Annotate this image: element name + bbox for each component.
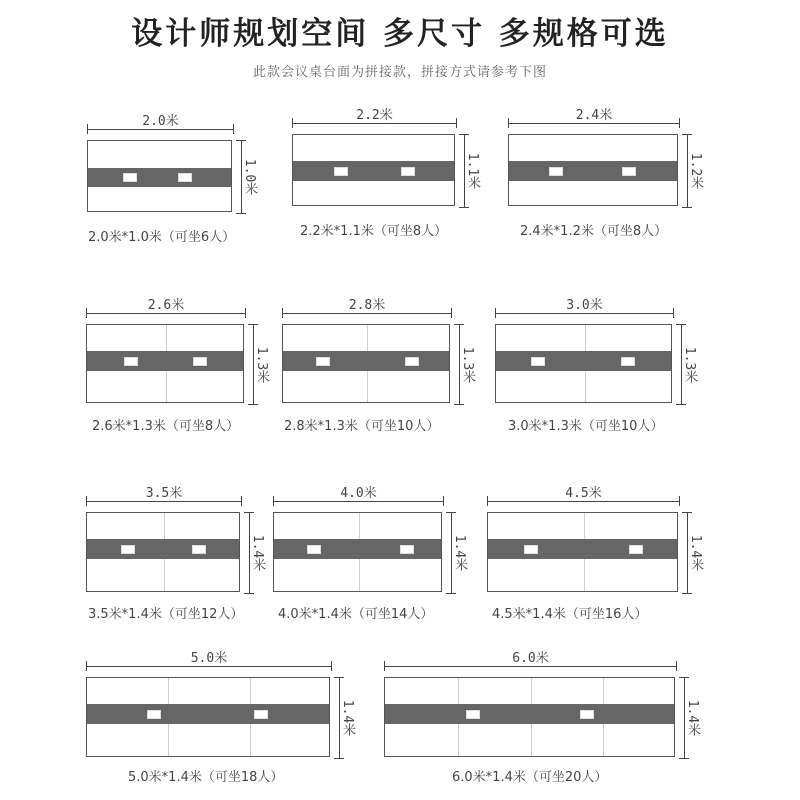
table-top-diagram [86,512,240,592]
width-dimension-line [86,486,242,506]
width-dimension-line [86,298,246,318]
height-label: 1.4米 [340,699,355,737]
power-outlet-icon [334,167,348,176]
table-top-diagram [87,140,232,212]
size-caption: 2.2米*1.1米（可坐8人） [300,224,448,239]
height-dimension-line [679,677,700,759]
size-caption: 4.5米*1.4米（可坐16人） [492,607,648,622]
height-label: 1.1米 [465,152,480,190]
height-dimension-line [248,324,269,405]
power-outlet-icon [524,545,538,554]
height-dimension-line [454,324,475,405]
size-caption: 4.0米*1.4米（可坐14人） [278,607,434,622]
power-outlet-icon [401,167,415,176]
power-outlet-icon [466,710,480,719]
width-dimension-line [292,108,457,128]
table-top-diagram [384,677,675,757]
height-label: 1.4米 [688,534,703,572]
power-outlet-icon [400,545,414,554]
cable-channel-strip [293,161,454,181]
power-outlet-icon [193,357,207,366]
width-label: 2.0米 [142,114,179,129]
power-outlet-icon [316,357,330,366]
height-label: 1.0米 [242,158,257,196]
power-outlet-icon [147,710,161,719]
page-title: 设计师规划空间 多尺寸 多规格可选 [131,16,669,52]
width-label: 4.5米 [565,486,602,501]
power-outlet-icon [178,173,192,182]
page-subtitle: 此款会议桌台面为拼接款，拼接方式请参考下图 [252,65,547,80]
width-label: 2.8米 [348,298,386,313]
width-dimension-line [86,651,332,671]
size-caption: 5.0米*1.4米（可坐18人） [128,770,284,785]
cable-channel-strip [87,539,239,559]
cable-channel-strip [87,351,243,371]
height-label: 1.3米 [254,346,269,383]
power-outlet-icon [622,167,636,176]
height-dimension-line [236,140,257,214]
height-dimension-line [459,134,480,208]
table-top-diagram [487,512,678,592]
cable-channel-strip [274,539,441,559]
height-label: 1.4米 [685,699,700,737]
table-top-diagram [273,512,442,592]
table-top-diagram [86,677,330,757]
power-outlet-icon [123,173,137,182]
power-outlet-icon [549,167,563,176]
cable-channel-strip [283,351,449,371]
power-outlet-icon [254,710,268,719]
height-dimension-line [244,512,265,594]
size-caption: 2.0米*1.0米（可坐6人） [88,230,236,245]
size-caption: 3.0米*1.3米（可坐10人） [508,419,664,434]
cable-channel-strip [87,704,329,724]
cable-channel-strip [496,351,671,371]
height-label: 1.3米 [460,346,475,383]
size-caption: 6.0米*1.4米（可坐20人） [452,770,608,785]
power-outlet-icon [405,357,419,366]
cable-channel-strip [385,704,674,724]
table-top-diagram [292,134,455,206]
width-label: 5.0米 [190,651,228,666]
table-top-diagram [495,324,672,403]
power-outlet-icon [629,545,643,554]
cable-channel-strip [509,161,677,181]
cable-channel-strip [488,539,677,559]
table-top-diagram [282,324,450,403]
width-label: 2.2米 [356,108,393,123]
size-caption: 2.8米*1.3米（可坐10人） [284,419,440,434]
height-dimension-line [676,324,697,405]
power-outlet-icon [307,545,321,554]
size-caption: 3.5米*1.4米（可坐12人） [88,607,244,622]
width-dimension-line [508,108,680,128]
height-label: 1.3米 [682,346,697,383]
cable-channel-strip [88,168,231,187]
size-caption: 2.6米*1.3米（可坐8人） [92,419,240,434]
width-label: 2.6米 [147,298,185,313]
power-outlet-icon [124,357,138,366]
width-dimension-line [384,651,677,671]
power-outlet-icon [531,357,545,366]
width-dimension-line [487,486,680,506]
height-label: 1.2米 [688,152,703,190]
height-dimension-line [446,512,467,594]
width-label: 3.5米 [145,486,183,501]
width-label: 6.0米 [512,651,549,666]
height-dimension-line [334,677,355,759]
table-top-diagram [86,324,244,403]
width-dimension-line [87,114,234,134]
power-outlet-icon [121,545,135,554]
size-caption: 2.4米*1.2米（可坐8人） [520,224,668,239]
height-dimension-line [682,512,703,594]
width-dimension-line [282,298,452,318]
width-dimension-line [495,298,674,318]
height-label: 1.4米 [250,534,265,572]
width-label: 2.4米 [575,108,613,123]
width-dimension-line [273,486,444,506]
power-outlet-icon [621,357,635,366]
height-label: 1.4米 [452,534,467,572]
width-label: 4.0米 [340,486,377,501]
table-top-diagram [508,134,678,206]
width-label: 3.0米 [566,298,603,313]
power-outlet-icon [580,710,594,719]
power-outlet-icon [192,545,206,554]
height-dimension-line [682,134,703,208]
